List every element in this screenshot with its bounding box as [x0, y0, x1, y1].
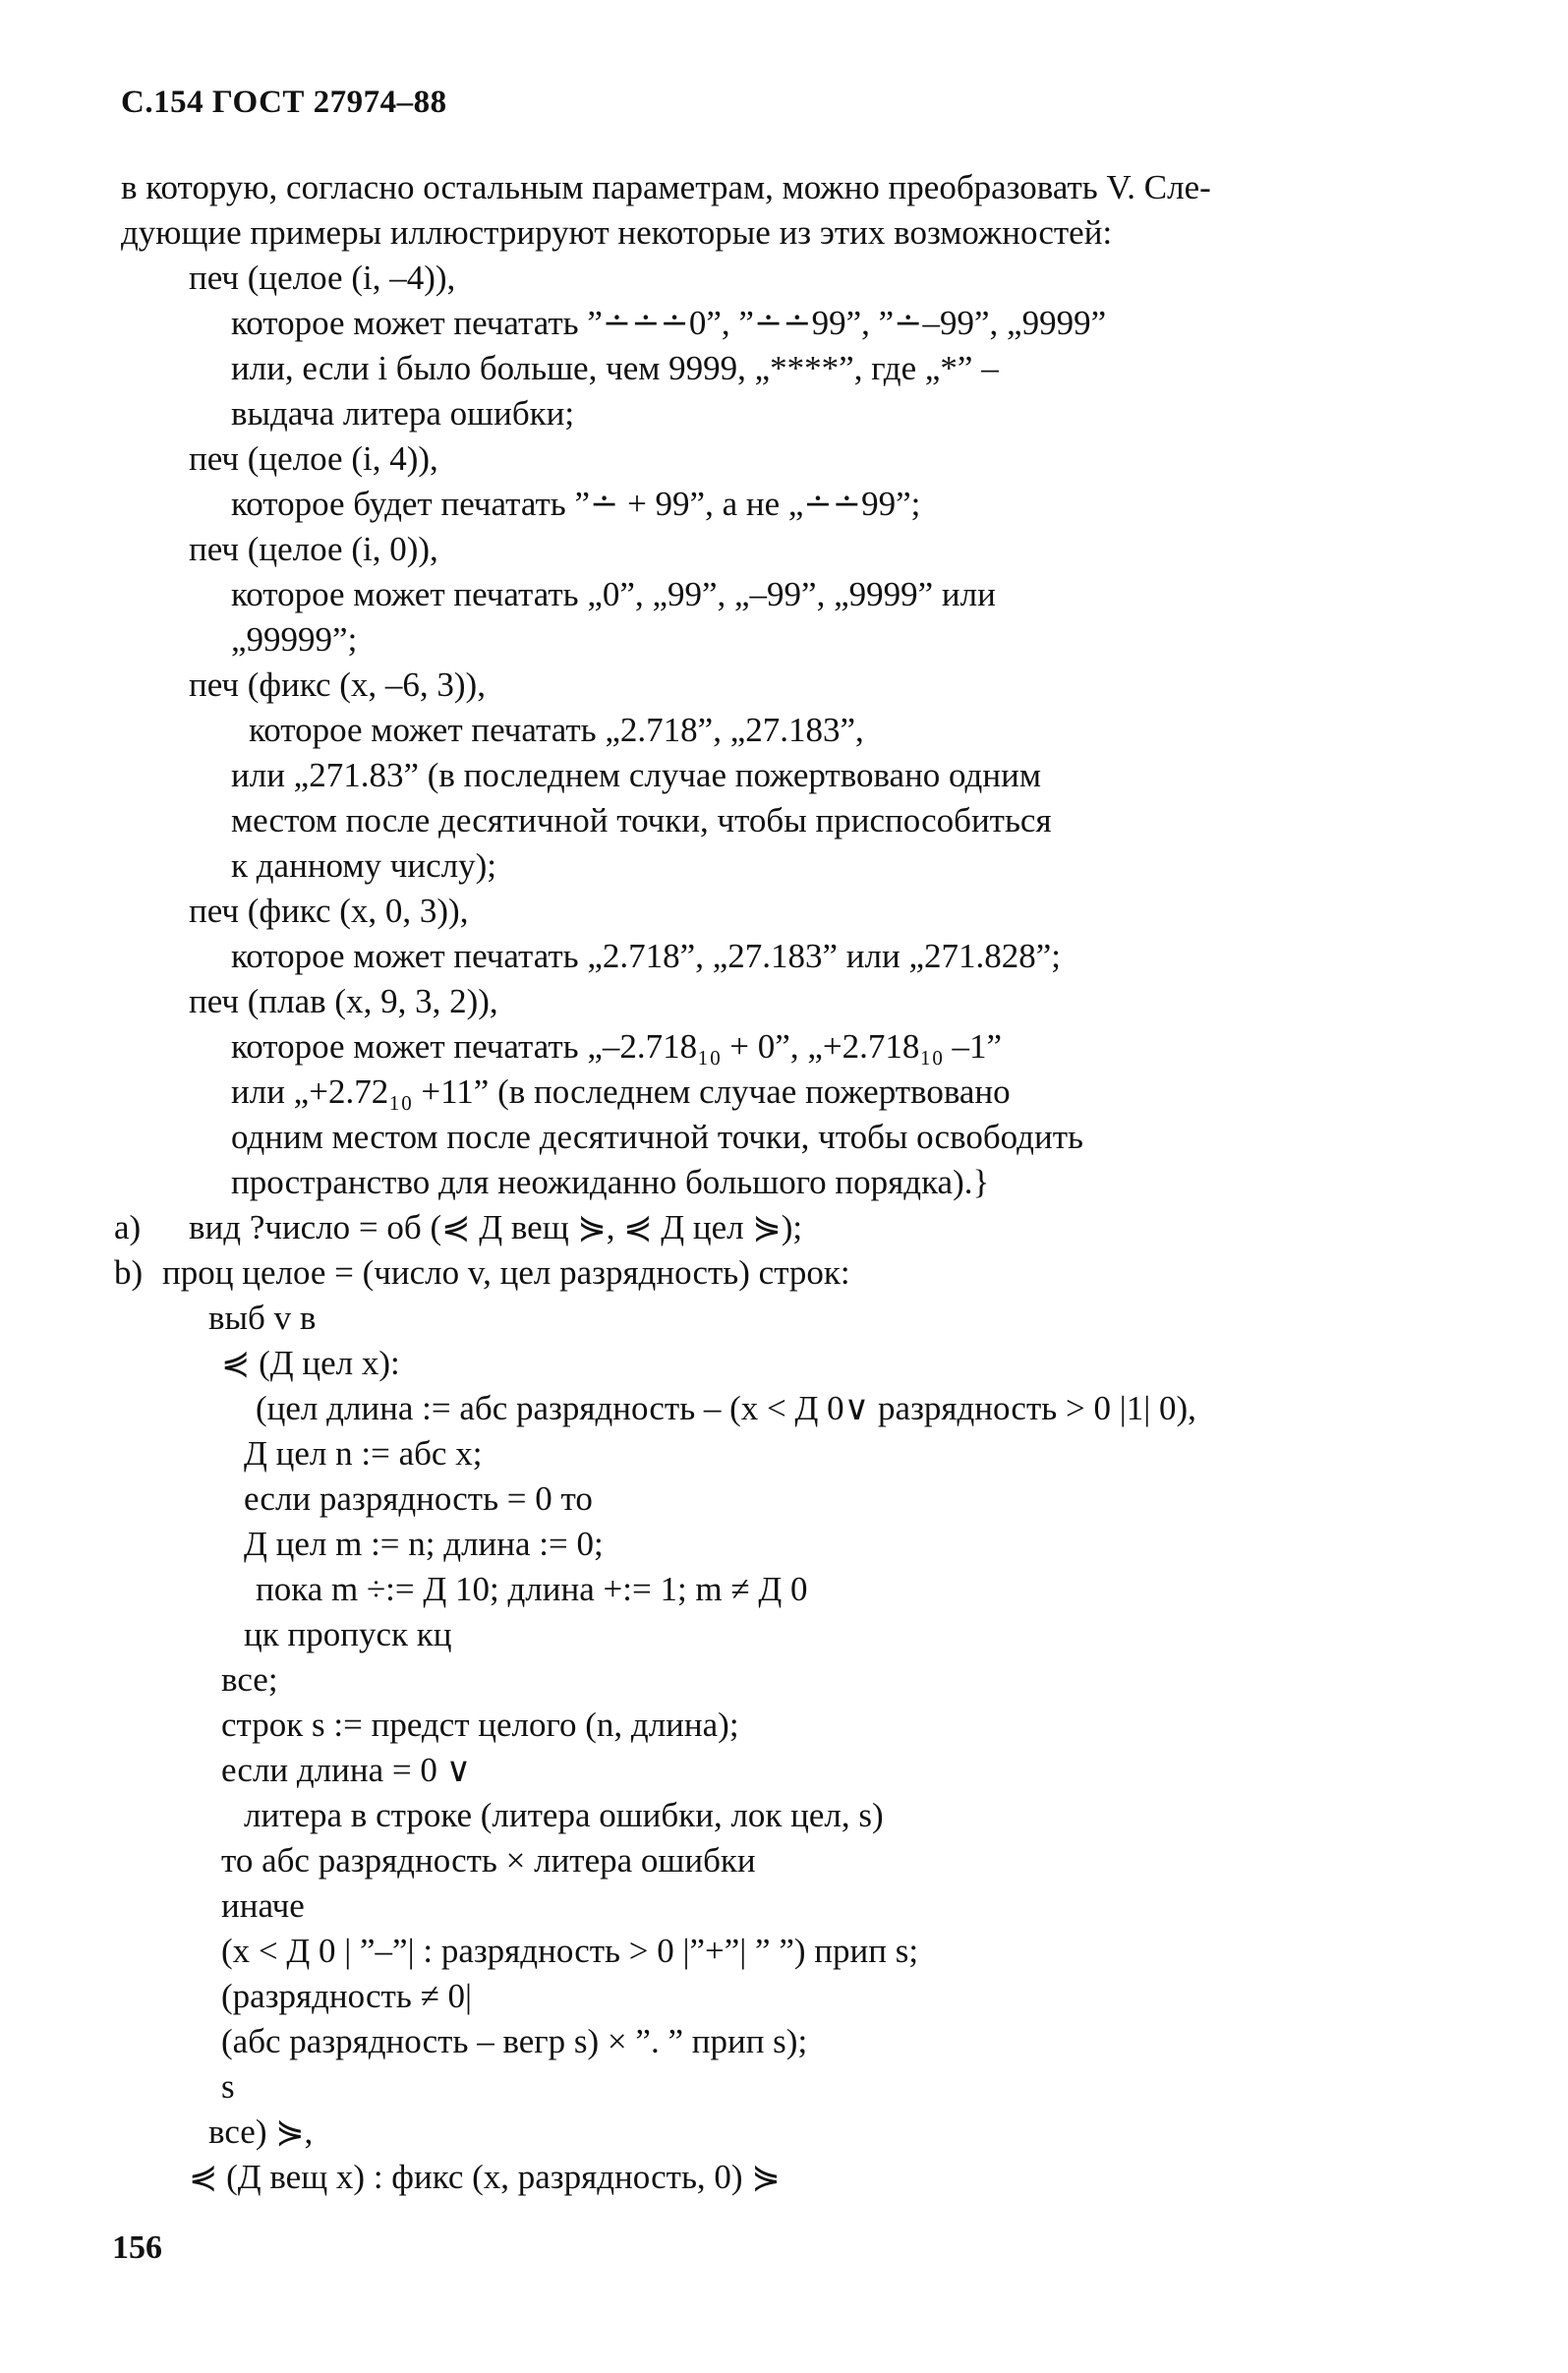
item-marker: b)	[114, 1253, 144, 1292]
code-line: печ (целое (i, 4)),	[189, 439, 438, 478]
page-number: 156	[112, 2229, 162, 2266]
code-line: строк s := предст целого (n, длина);	[221, 1706, 739, 1744]
code-line: ⋞ (Д вещ x) : фикс (x, разрядность, 0) ⋟	[189, 2158, 781, 2196]
intro-line: дующие примеры иллюстрируют некоторые из этих возможностей:	[121, 213, 1113, 252]
code-line: ⋞ (Д цел x):	[221, 1344, 400, 1382]
code-listing	[0, 256, 1568, 2200]
code-line: выб v в	[208, 1299, 317, 1337]
code-line: которое может печатать „2.718”, „27.183”,	[249, 711, 864, 749]
code-line: пространство для неожиданно большого порядка).}	[231, 1163, 990, 1201]
code-line: литера в строке (литера ошибки, лок цел, s)	[244, 1796, 884, 1834]
code-line: или „271.83” (в последнем случае пожертвовано одним	[231, 756, 1041, 794]
code-line: которое будет печатать ”∸ + 99”, а не „∸∸99”;	[231, 485, 921, 523]
code-line: выдача литера ошибки;	[231, 394, 575, 433]
code-line: все;	[221, 1660, 278, 1699]
code-line: которое может печатать „0”, „99”, „–99”, „9999” или	[231, 575, 996, 613]
code-line: Д цел n := абс x;	[244, 1434, 483, 1473]
code-line: s	[221, 2067, 235, 2106]
code-line: печ (плав (x, 9, 3, 2)),	[189, 982, 498, 1020]
code-line: вид ?число = об (⋞ Д вещ ⋟, ⋞ Д цел ⋟);	[189, 1208, 803, 1246]
code-line: проц целое = (число v, цел разрядность) строк:	[162, 1253, 850, 1292]
code-line: печ (фикс (x, –6, 3)),	[189, 666, 486, 704]
code-line: если разрядность = 0 то	[244, 1479, 593, 1518]
code-line: которое может печатать ”∸∸∸0”, ”∸∸99”, ”∸–99”, „9999”	[231, 304, 1107, 342]
code-line: к данному числу);	[231, 846, 497, 885]
code-line: Д цел m := n; длина := 0;	[244, 1525, 604, 1563]
intro-line: в которую, согласно остальным параметрам, можно преобразовать V. Сле-	[121, 168, 1211, 206]
code-line: печ (целое (i, 0)),	[189, 530, 438, 568]
code-line: то абс разрядность × литера ошибки	[221, 1841, 756, 1880]
code-line: цк пропуск кц	[244, 1615, 452, 1653]
code-line: „99999”;	[231, 620, 358, 659]
code-line: (абс разрядность – вегр s) × ”. ” прип s);	[221, 2022, 808, 2060]
code-line: пока m ÷:= Д 10; длина +:= 1; m ≠ Д 0	[256, 1570, 808, 1608]
code-line: местом после десятичной точки, чтобы приспособиться	[231, 801, 1052, 839]
code-line: (x < Д 0 | ”–”| : разрядность > 0 |”+”| ” ”) прип s;	[221, 1932, 919, 1970]
item-marker: a)	[114, 1208, 142, 1246]
intro-paragraph	[121, 165, 1497, 256]
code-line: или „+2.72₁₀ +11” (в последнем случае пожертвовано	[231, 1072, 1011, 1111]
code-line: одним местом после десятичной точки, чтобы освободить	[231, 1118, 1083, 1156]
page-header: С.154 ГОСТ 27974–88	[121, 85, 447, 120]
code-line: которое может печатать „2.718”, „27.183” или „271.828”;	[231, 937, 1061, 975]
code-line: которое может печатать „–2.718₁₀ + 0”, „+2.718₁₀ –1”	[231, 1027, 1003, 1066]
code-line: (цел длина := абс разрядность – (x < Д 0∨ разрядность > 0 |1| 0),	[256, 1389, 1196, 1427]
code-line: печ (целое (i, –4)),	[189, 259, 456, 297]
code-line: все) ⋟,	[208, 2113, 314, 2151]
code-line: иначе	[221, 1886, 305, 1925]
code-line: печ (фикс (x, 0, 3)),	[189, 892, 469, 930]
code-line: или, если i было больше, чем 9999, „****”, где „*” –	[231, 349, 999, 387]
code-line: (разрядность ≠ 0|	[221, 1977, 473, 2015]
code-line: если длина = 0 ∨	[221, 1751, 472, 1789]
